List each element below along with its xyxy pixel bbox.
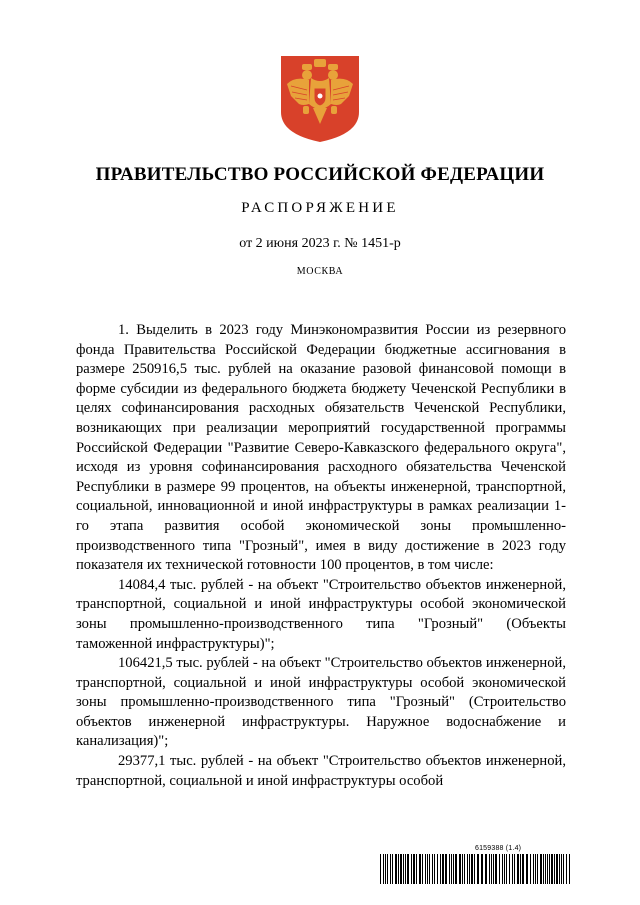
barcode-bar bbox=[493, 854, 494, 884]
barcode-bar bbox=[549, 854, 550, 884]
barcode bbox=[380, 845, 574, 885]
barcode-bar bbox=[509, 854, 510, 884]
barcode-bar bbox=[512, 854, 513, 884]
barcode-bar bbox=[395, 854, 397, 884]
document-body bbox=[76, 321, 566, 791]
barcode-bar bbox=[385, 854, 386, 884]
barcode-bar bbox=[442, 854, 444, 884]
barcode-bar bbox=[390, 854, 391, 884]
barcode-bar bbox=[425, 854, 426, 884]
barcode-bar bbox=[464, 854, 465, 884]
barcode-bar bbox=[506, 854, 507, 884]
barcode-bar bbox=[502, 854, 503, 884]
paragraph: 14084,4 тыс. рублей - на объект "Строительство объектов инженерной, транспортной, социальной и иной инфраструктуры особой экономической зоны промышленно-производственного типа "Грозный" (Объекты таможенной инфраструктуры)"; bbox=[76, 576, 566, 652]
barcode-bar bbox=[427, 854, 428, 884]
barcode-bar bbox=[411, 854, 412, 884]
barcode-bar bbox=[481, 854, 483, 884]
barcode-bar bbox=[445, 854, 447, 884]
barcode-bar bbox=[437, 854, 438, 884]
barcode-bar bbox=[543, 854, 544, 884]
paragraph: 1. Выделить в 2023 году Минэкономразвития России из резервного фонда Правительства Российской Федерации бюджетные ассигнования в размере 250916,5 тыс. рублей на оказание разовой финансовой помощи в форме субсидии из федерального бюджета бюджету Чеченской Республики в целях софинансирования расходных обязательств Чеченской Республики, возникающих при реализации мероприятий государственной программы Российской Федерации "Развитие Северо-Кавказского федерального округа", исходя из уровня софинансирования расходного обязательства Чеченской Республики в размере 99 процентов, на объекты инженерной, транспортной, социальной, инновационной и иной инфраструктуры в рамках реализации 1-го этапа развития особой экономической зоны промышленно-производственного типа "Грозный", имея в виду достижение в 2023 году показателя их технической готовности 100 процентов, в том числе: bbox=[76, 322, 566, 574]
barcode-bar bbox=[449, 854, 450, 884]
barcode-bar bbox=[471, 854, 473, 884]
barcode-number: 6159388 (1.4) bbox=[475, 845, 522, 852]
barcode-bar bbox=[459, 854, 461, 884]
barcode-bar bbox=[380, 854, 381, 884]
barcode-bar bbox=[563, 854, 564, 884]
barcode-bar bbox=[400, 854, 402, 884]
barcode-bar bbox=[419, 854, 421, 884]
barcode-bar bbox=[554, 854, 555, 884]
barcode-bar bbox=[495, 854, 497, 884]
barcode-bar bbox=[504, 854, 505, 884]
barcode-bar bbox=[455, 854, 457, 884]
barcode-bar bbox=[551, 854, 553, 884]
barcode-bar bbox=[429, 854, 430, 884]
barcode-bar bbox=[485, 854, 487, 884]
barcode-bar bbox=[434, 854, 435, 884]
barcode-bar bbox=[392, 854, 393, 884]
barcode-bar bbox=[474, 854, 475, 884]
barcode-bar bbox=[526, 854, 528, 884]
barcode-bar bbox=[422, 854, 423, 884]
barcode-bar bbox=[517, 854, 519, 884]
barcode-bar bbox=[559, 854, 560, 884]
barcode-bar bbox=[556, 854, 558, 884]
barcode-bar bbox=[530, 854, 531, 884]
barcode-bar bbox=[535, 854, 536, 884]
paragraph: 29377,1 тыс. рублей - на объект "Строительство объектов инженерной, транспортной, социальной и иной инфраструктуры особой bbox=[76, 753, 566, 789]
barcode-bar bbox=[499, 854, 500, 884]
barcode-bar bbox=[533, 854, 534, 884]
document-type: РАСПОРЯЖЕНИЕ bbox=[241, 200, 399, 216]
barcode-bar bbox=[489, 854, 490, 884]
barcode-bar bbox=[491, 854, 492, 884]
barcode-bar bbox=[403, 854, 404, 884]
barcode-bar bbox=[432, 854, 433, 884]
barcode-bar bbox=[416, 854, 417, 884]
government-title: ПРАВИТЕЛЬСТВО РОССИЙСКОЙ ФЕДЕРАЦИИ bbox=[95, 164, 545, 185]
barcode-bar bbox=[467, 854, 468, 884]
barcode-bar bbox=[387, 854, 388, 884]
barcode-bar bbox=[383, 854, 384, 884]
barcode-bar bbox=[407, 854, 409, 884]
barcode-bar bbox=[561, 854, 562, 884]
barcode-bar bbox=[440, 854, 441, 884]
barcode-icon bbox=[380, 854, 574, 884]
document-date-number: от 2 июня 2023 г. № 1451-р bbox=[239, 236, 401, 251]
barcode-bar bbox=[537, 854, 538, 884]
barcode-bar bbox=[514, 854, 515, 884]
barcode-bar bbox=[522, 854, 524, 884]
barcode-bar bbox=[451, 854, 452, 884]
barcode-bar bbox=[540, 854, 542, 884]
barcode-bar bbox=[520, 854, 521, 884]
barcode-bar bbox=[566, 854, 567, 884]
document-city: МОСКВА bbox=[296, 266, 344, 277]
barcode-bar bbox=[413, 854, 415, 884]
barcode-bar bbox=[398, 854, 399, 884]
barcode-bar bbox=[545, 854, 546, 884]
barcode-bar bbox=[405, 854, 406, 884]
barcode-bar bbox=[569, 854, 570, 884]
barcode-bar bbox=[462, 854, 463, 884]
barcode-bar bbox=[547, 854, 548, 884]
barcode-bar bbox=[477, 854, 479, 884]
barcode-bar bbox=[453, 854, 454, 884]
barcode-bar bbox=[469, 854, 470, 884]
paragraph: 106421,5 тыс. рублей - на объект "Строительство объектов инженерной, транспортной, социальной и иной инфраструктуры особой экономической зоны промышленно-производственного типа "Грозный" (Строительство объектов инженерной инфраструктуры. Наружное водоснабжение и канализация)"; bbox=[76, 655, 566, 750]
coat-of-arms-icon bbox=[275, 54, 365, 144]
